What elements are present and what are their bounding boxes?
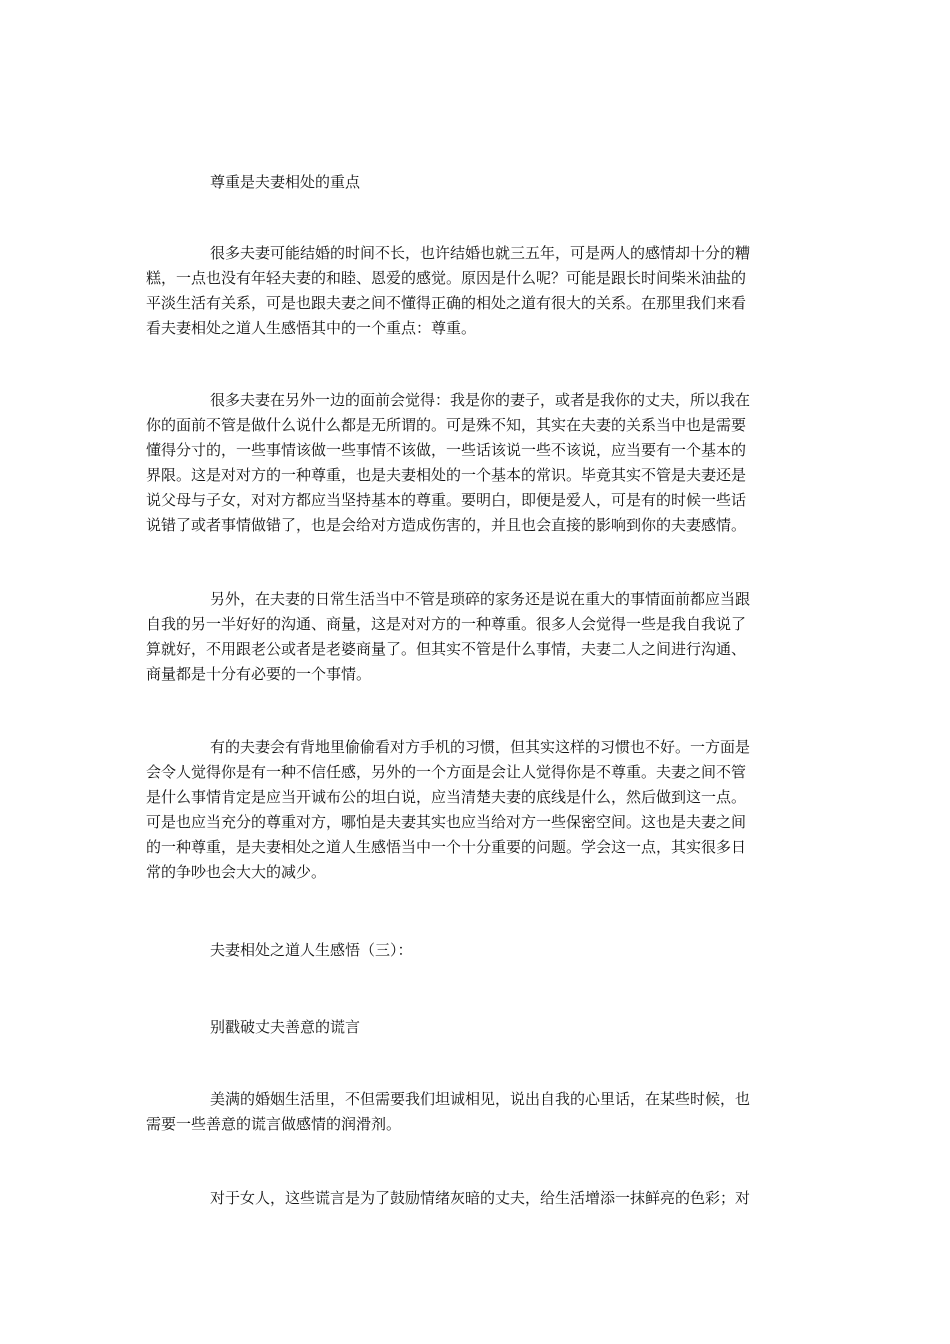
paragraph-line: 的一种尊重，是夫妻相处之道人生感悟当中一个十分重要的问题。学会这一点，其实很多日 (146, 838, 747, 856)
paragraph-line: 美满的婚姻生活里，不但需要我们坦诚相见，说出自我的心里话，在某些时候，也 (210, 1090, 751, 1108)
section-heading: 尊重是夫妻相处的重点 (210, 173, 361, 191)
paragraph-line: 说父母与子女，对对方都应当坚持基本的尊重。要明白，即便是爱人，可是有的时候一些话 (146, 491, 747, 509)
paragraph-line: 你的面前不管是做什么说什么都是无所谓的。可是殊不知，其实在夫妻的关系当中也是需要 (146, 416, 747, 434)
paragraph-line: 常的争吵也会大大的减少。 (146, 863, 327, 881)
section-heading: 夫妻相处之道人生感悟（三）： (210, 941, 413, 959)
paragraph-line: 可是也应当充分的尊重对方，哪怕是夫妻其实也应当给对方一些保密空间。这也是夫妻之间 (146, 813, 747, 831)
paragraph-line: 自我的另一半好好的沟通、商量，这是对对方的一种尊重。很多人会觉得一些是我自我说了 (146, 615, 747, 633)
paragraph-line: 界限。这是对对方的一种尊重，也是夫妻相处的一个基本的常识。毕竟其实不管是夫妻还是 (146, 466, 747, 484)
paragraph-line: 平淡生活有关系，可是也跟夫妻之间不懂得正确的相处之道有很大的关系。在那里我们来看 (146, 294, 747, 312)
section-subheading: 别戳破丈夫善意的谎言 (210, 1018, 361, 1036)
paragraph-line: 对于女人，这些谎言是为了鼓励情绪灰暗的丈夫，给生活增添一抹鲜亮的色彩；对 (210, 1189, 751, 1207)
paragraph-line: 会令人觉得你是有一种不信任感，另外的一个方面是会让人觉得你是不尊重。夫妻之间不管 (146, 763, 747, 781)
paragraph-line: 说错了或者事情做错了，也是会给对方造成伤害的，并且也会直接的影响到你的夫妻感情。 (146, 516, 747, 534)
paragraph-line: 另外，在夫妻的日常生活当中不管是琐碎的家务还是说在重大的事情面前都应当跟 (210, 590, 751, 608)
paragraph-line: 商量都是十分有必要的一个事情。 (146, 665, 372, 683)
paragraph-line: 很多夫妻在另外一边的面前会觉得：我是你的妻子，或者是我你的丈夫，所以我在 (210, 391, 751, 409)
paragraph-line: 糕，一点也没有年轻夫妻的和睦、恩爱的感觉。原因是什么呢？可能是跟长时间柴米油盐的 (146, 269, 747, 287)
paragraph-line: 算就好，不用跟老公或者是老婆商量了。但其实不管是什么事情，夫妻二人之间进行沟通、 (146, 640, 747, 658)
paragraph-line: 看夫妻相处之道人生感悟其中的一个重点：尊重。 (146, 319, 477, 337)
paragraph-line: 有的夫妻会有背地里偷偷看对方手机的习惯，但其实这样的习惯也不好。一方面是 (210, 738, 751, 756)
paragraph-line: 很多夫妻可能结婚的时间不长，也许结婚也就三五年，可是两人的感情却十分的糟 (210, 244, 751, 262)
paragraph-line: 是什么事情肯定是应当开诚布公的坦白说，应当清楚夫妻的底线是什么，然后做到这一点。 (146, 788, 747, 806)
paragraph-line: 懂得分寸的，一些事情该做一些事情不该做，一些话该说一些不该说，应当要有一个基本的 (146, 441, 747, 459)
paragraph-line: 需要一些善意的谎言做感情的润滑剂。 (146, 1115, 402, 1133)
